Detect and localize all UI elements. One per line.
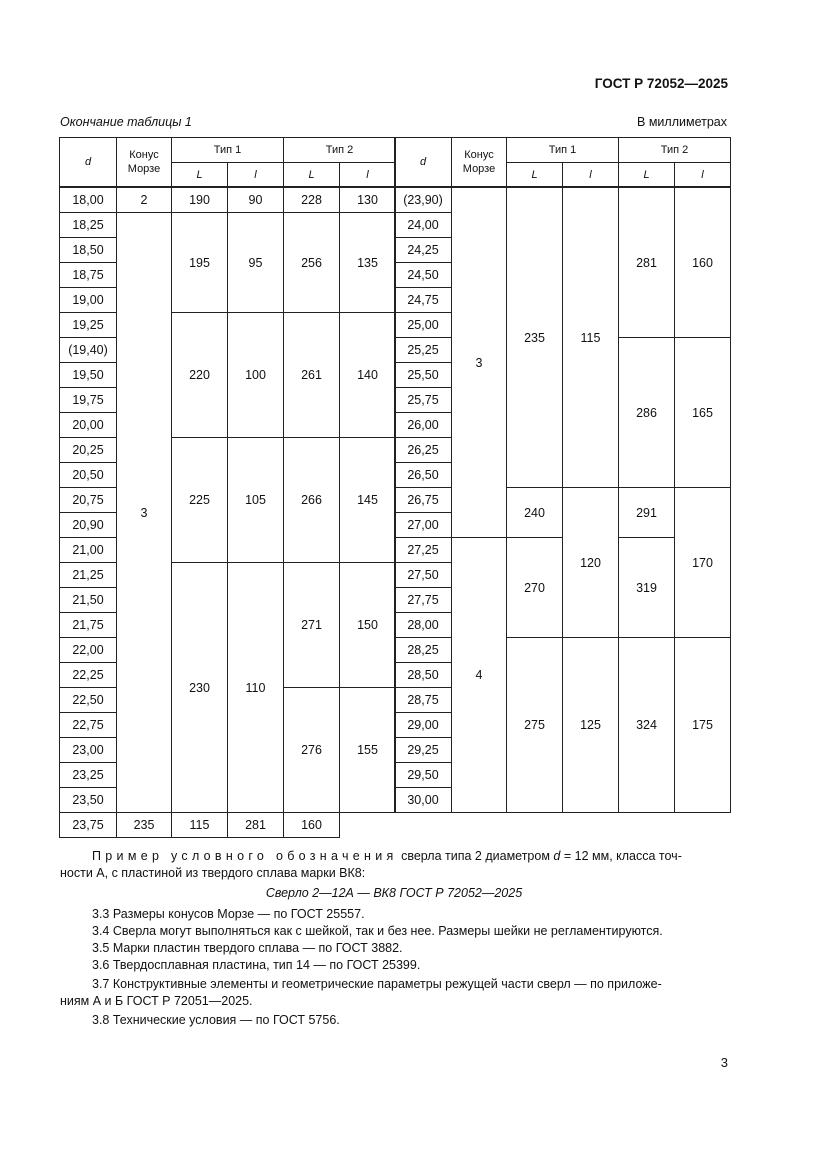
table-row	[60, 438, 396, 463]
cell-d: 22,00	[60, 638, 117, 663]
cell-d: 25,00	[395, 313, 452, 338]
cell-d: 18,25	[60, 213, 117, 238]
cell-type1-l: 120	[563, 488, 619, 638]
header-cone: Конус Морзе	[452, 138, 507, 188]
cell-d: 20,25	[60, 438, 117, 463]
cell-d: 28,75	[395, 688, 452, 713]
cell-d: 23,25	[60, 763, 117, 788]
cell-d: 22,50	[60, 688, 117, 713]
cell-d: 19,50	[60, 363, 117, 388]
cell-type2-L: 324	[619, 638, 675, 813]
cell-type1-l: 105	[228, 438, 284, 563]
cell-type2-l: 140	[340, 313, 396, 438]
cell-d: 20,75	[60, 488, 117, 513]
item-3-8: 3.8 Технические условия — по ГОСТ 5756.	[92, 1013, 340, 1027]
item-3-7-continued: ниям А и Б ГОСТ Р 72051—2025.	[60, 994, 253, 1008]
header-L: L	[507, 163, 563, 188]
cell-type1-L: 270	[507, 538, 563, 638]
cell-type2-L: 266	[284, 438, 340, 563]
cell-type2-l: 175	[675, 638, 731, 813]
cell-d: 28,50	[395, 663, 452, 688]
cell-type2-L: 281	[619, 187, 675, 338]
cell-cone: 3	[452, 187, 507, 538]
header-L: L	[619, 163, 675, 188]
cell-d: 19,25	[60, 313, 117, 338]
cell-d: 18,00	[60, 187, 117, 213]
cell-cone: 2	[117, 187, 172, 213]
table-left	[59, 137, 396, 838]
cell-d: 20,90	[60, 513, 117, 538]
cell-type2-L: 281	[228, 813, 284, 838]
item-3-4: 3.4 Сверла могут выполняться как с шейкой, так и без нее. Размеры шейки не регламентируются.	[92, 924, 663, 938]
cell-type1-L: 225	[172, 438, 228, 563]
table-row	[60, 187, 396, 213]
cell-d: 18,50	[60, 238, 117, 263]
table-right	[394, 137, 731, 813]
cell-d: 23,50	[60, 788, 117, 813]
cell-d: 18,75	[60, 263, 117, 288]
cell-type1-l: 110	[228, 563, 284, 813]
page-number: 3	[720, 1055, 728, 1070]
cell-type1-L: 275	[507, 638, 563, 813]
cell-d: 21,50	[60, 588, 117, 613]
cell-type1-L: 220	[172, 313, 228, 438]
cell-d: 23,75	[60, 813, 117, 838]
cell-type2-L: 271	[284, 563, 340, 688]
table-row	[395, 638, 731, 663]
cell-type1-L: 240	[507, 488, 563, 538]
header-type1: Тип 1	[507, 138, 619, 163]
cell-type1-l: 100	[228, 313, 284, 438]
cell-type1-l: 115	[563, 187, 619, 488]
example-line-2: ности А, с пластиной из твердого сплава марки ВК8:	[60, 866, 366, 880]
cell-type2-l: 145	[340, 438, 396, 563]
cell-type1-L: 195	[172, 213, 228, 313]
cell-d: 26,00	[395, 413, 452, 438]
cell-d: 27,75	[395, 588, 452, 613]
item-3-6: 3.6 Твердосплавная пластина, тип 14 — по ГОСТ 25399.	[92, 958, 421, 972]
header-L: L	[284, 163, 340, 188]
cell-d: 25,50	[395, 363, 452, 388]
cell-d: 28,25	[395, 638, 452, 663]
cell-type1-L: 230	[172, 563, 228, 813]
table-row	[60, 213, 396, 238]
example-lead: Пример условного обозначения	[92, 849, 398, 863]
table-row	[60, 563, 396, 588]
header-type2: Тип 2	[284, 138, 396, 163]
cell-d: 19,75	[60, 388, 117, 413]
cell-type2-l: 160	[284, 813, 340, 838]
example-line-1: Пример условного обозначения сверла типа 2 диаметром d = 12 мм, класса точ-	[92, 849, 682, 863]
cell-d: 20,00	[60, 413, 117, 438]
cell-type1-l: 95	[228, 213, 284, 313]
cell-type2-l: 170	[675, 488, 731, 638]
cell-d: 26,50	[395, 463, 452, 488]
cell-type1-L: 235	[117, 813, 172, 838]
document-header: ГОСТ Р 72052—2025	[594, 76, 728, 91]
cell-type2-l: 135	[340, 213, 396, 313]
cell-d: 26,75	[395, 488, 452, 513]
cell-d: 21,25	[60, 563, 117, 588]
table-row	[395, 187, 731, 213]
cell-d: 24,50	[395, 263, 452, 288]
cell-d: 30,00	[395, 788, 452, 813]
cell-d: 22,75	[60, 713, 117, 738]
item-3-3: 3.3 Размеры конусов Морзе — по ГОСТ 25557.	[92, 907, 365, 921]
cell-type2-L: 286	[619, 338, 675, 488]
header-row	[395, 138, 731, 163]
cell-d: 21,00	[60, 538, 117, 563]
cell-d: 25,75	[395, 388, 452, 413]
cell-d: 29,00	[395, 713, 452, 738]
item-3-5: 3.5 Марки пластин твердого сплава — по ГОСТ 3882.	[92, 941, 403, 955]
cell-d: 27,00	[395, 513, 452, 538]
cell-d: 29,50	[395, 763, 452, 788]
table-row	[60, 313, 396, 338]
cell-type1-l: 90	[228, 187, 284, 213]
cell-d: 22,25	[60, 663, 117, 688]
cell-d: 25,25	[395, 338, 452, 363]
header-d: d	[395, 138, 452, 188]
cell-d: 24,25	[395, 238, 452, 263]
header-l: l	[340, 163, 396, 188]
cell-type2-L: 291	[619, 488, 675, 538]
header-type2: Тип 2	[619, 138, 731, 163]
header-l: l	[675, 163, 731, 188]
cell-type1-L: 235	[507, 187, 563, 488]
cell-cone: 3	[117, 213, 172, 813]
cell-type2-L: 228	[284, 187, 340, 213]
cell-d: 21,75	[60, 613, 117, 638]
table-units: В миллиметрах	[637, 115, 727, 129]
item-3-7: 3.7 Конструктивные элементы и геометрические параметры режущей части сверл — по приложе-	[92, 977, 662, 991]
cell-d: 27,25	[395, 538, 452, 563]
cell-type2-l: 155	[340, 688, 396, 813]
table-row	[395, 488, 731, 513]
cell-type1-L: 190	[172, 187, 228, 213]
cell-d: 19,00	[60, 288, 117, 313]
cell-type2-L: 261	[284, 313, 340, 438]
cell-type2-L: 276	[284, 688, 340, 813]
cell-type2-L: 256	[284, 213, 340, 313]
header-d: d	[60, 138, 117, 188]
table-caption: Окончание таблицы 1	[60, 115, 192, 129]
cell-cone: 4	[452, 538, 507, 813]
header-type1: Тип 1	[172, 138, 284, 163]
cell-d: 20,50	[60, 463, 117, 488]
header-row	[60, 138, 396, 163]
cell-type2-l: 160	[675, 187, 731, 338]
header-L: L	[172, 163, 228, 188]
cell-type1-l: 115	[172, 813, 228, 838]
cell-d: 24,00	[395, 213, 452, 238]
example-designation: Сверло 2—12А — ВК8 ГОСТ Р 72052—2025	[265, 886, 523, 900]
cell-d: (23,90)	[395, 187, 452, 213]
header-l: l	[563, 163, 619, 188]
cell-d: 29,25	[395, 738, 452, 763]
cell-d: 28,00	[395, 613, 452, 638]
header-l: l	[228, 163, 284, 188]
cell-d: 24,75	[395, 288, 452, 313]
cell-type1-l: 125	[563, 638, 619, 813]
header-cone: Конус Морзе	[117, 138, 172, 188]
cell-d: 26,25	[395, 438, 452, 463]
cell-type2-l: 130	[340, 187, 396, 213]
cell-type2-L: 319	[619, 538, 675, 638]
cell-type2-l: 150	[340, 563, 396, 688]
cell-d: 27,50	[395, 563, 452, 588]
cell-d: (19,40)	[60, 338, 117, 363]
cell-type2-l: 165	[675, 338, 731, 488]
cell-d: 23,00	[60, 738, 117, 763]
table-row	[60, 813, 396, 838]
